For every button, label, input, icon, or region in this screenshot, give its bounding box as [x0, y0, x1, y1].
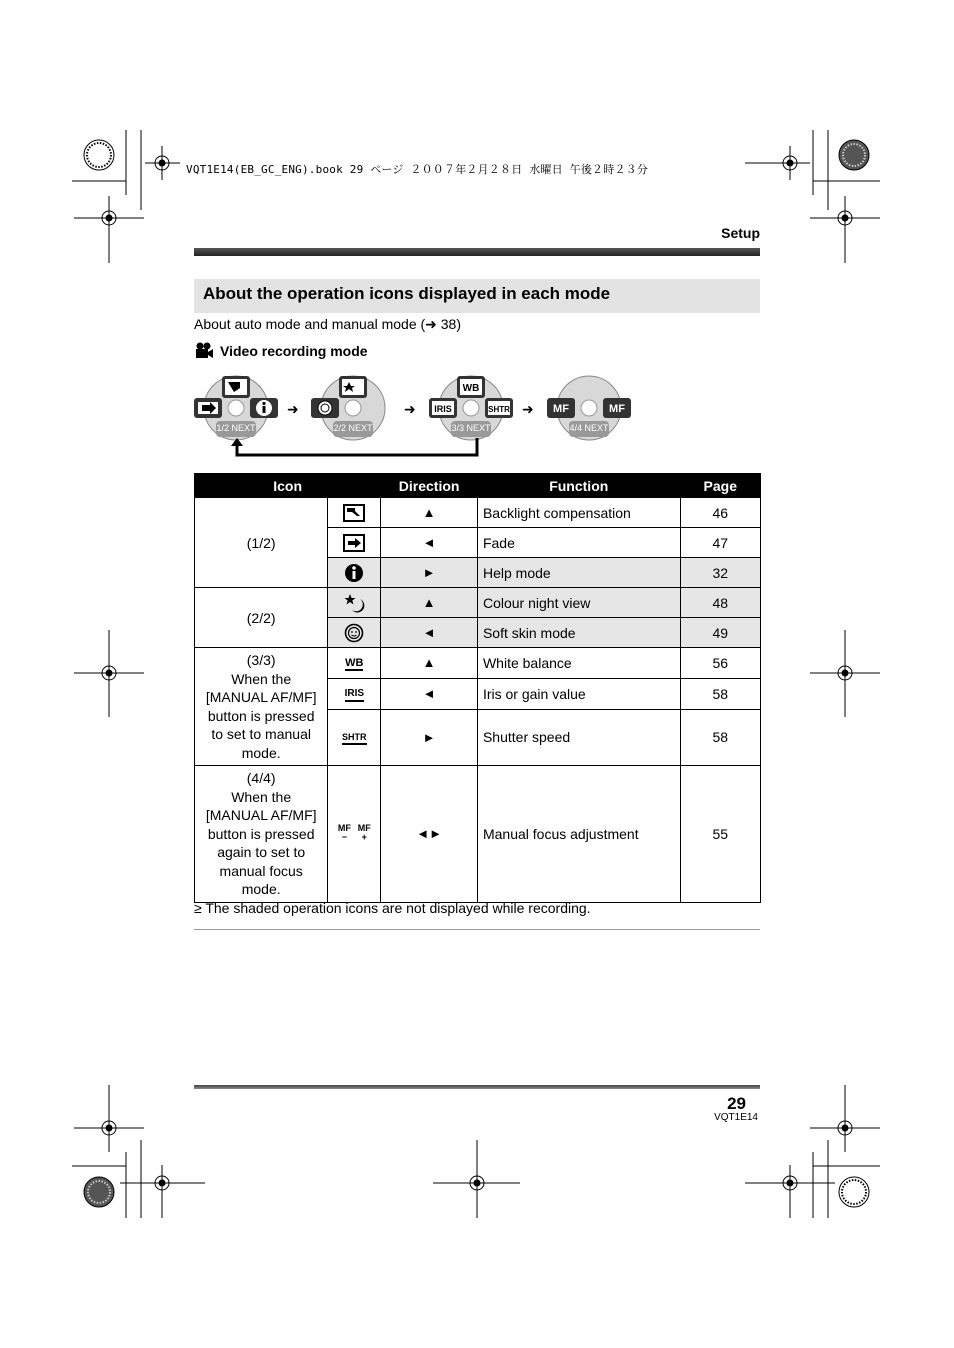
section-label: Setup: [721, 225, 760, 241]
group-3-line: [MANUAL AF/MF]: [205, 689, 317, 705]
icon-cell: [328, 709, 381, 765]
table-header-row: [195, 474, 761, 498]
svg-text:IRIS: IRIS: [434, 404, 452, 414]
direction: ◄►: [381, 766, 478, 903]
table-row: [195, 588, 761, 618]
backlight-icon: [342, 503, 366, 523]
group-3-line: to set to manual: [211, 726, 311, 742]
footnote: ≥ The shaded operation icons are not displayed while recording.: [194, 900, 591, 916]
video-camera-icon: [194, 342, 214, 360]
group-3-line: mode.: [241, 744, 281, 761]
svg-text:MF: MF: [553, 403, 569, 415]
return-arrow: [228, 438, 490, 460]
dial-2-label: 2/2 NEXT: [333, 423, 373, 433]
white-balance-icon: WB: [345, 657, 364, 670]
page: 49: [680, 618, 760, 648]
mode-heading: [194, 342, 368, 360]
footer-divider: [194, 1085, 760, 1089]
icon-cell: [328, 588, 381, 618]
page: 58: [680, 709, 760, 765]
help-icon: [342, 563, 366, 583]
dial-4-label: 4/4 NEXT: [569, 423, 609, 433]
group-3-line: button is pressed: [207, 707, 315, 724]
table-row: [195, 766, 761, 903]
svg-text:SHTR: SHTR: [488, 405, 510, 414]
group-4-line: manual focus: [219, 862, 303, 879]
function: Colour night view: [477, 588, 680, 618]
bottom-rule: [194, 929, 760, 930]
function: Fade: [477, 528, 680, 558]
mf-text: MF: [337, 823, 351, 834]
mf-text: MF: [357, 823, 371, 834]
section-title: About the operation icons displayed in each mode: [194, 279, 760, 313]
page: 55: [680, 766, 760, 903]
direction: ►: [381, 709, 478, 765]
direction: ◄: [381, 678, 478, 709]
direction: ◄: [381, 528, 478, 558]
group-4-line: again to set to: [217, 844, 306, 860]
group-3-line: When the: [231, 670, 292, 687]
page: 48: [680, 588, 760, 618]
page: 56: [680, 648, 760, 679]
svg-text:MF: MF: [609, 403, 625, 415]
group-3-line: (3/3): [246, 652, 276, 668]
dial-1-label: 1/2 NEXT: [216, 423, 256, 433]
function: Soft skin mode: [477, 618, 680, 648]
shutter-icon: SHTR: [342, 731, 367, 745]
page-code: VQT1E14: [714, 1112, 758, 1123]
group-4-label: [195, 766, 328, 903]
icon-cell: [328, 678, 381, 709]
intro-text: About auto mode and manual mode (➜ 38): [194, 316, 462, 332]
group-1-label: (1/2): [195, 498, 328, 588]
icon-cell: [328, 648, 381, 679]
mode-label: Video recording mode: [220, 343, 368, 359]
group-4-line: [MANUAL AF/MF]: [205, 807, 317, 823]
function: White balance: [477, 648, 680, 679]
page-number: 29: [727, 1094, 746, 1113]
function: Backlight compensation: [477, 498, 680, 528]
direction: ▲: [381, 648, 478, 679]
table-row: [195, 498, 761, 528]
arrow-right-icon: ➜: [287, 401, 299, 417]
header-icon: Icon: [195, 474, 381, 498]
page: 46: [680, 498, 760, 528]
icon-cell: [328, 498, 381, 528]
print-header: VQT1E14(EB_GC_ENG).book 29 ページ ２００７年２月２８日 水曜日 午後２時２３分: [186, 163, 649, 176]
iris-icon: IRIS: [345, 688, 364, 702]
svg-text:WB: WB: [462, 383, 480, 394]
manual-focus-minus-icon: MF −: [337, 823, 351, 843]
page: 47: [680, 528, 760, 558]
icon-cell: [328, 528, 381, 558]
header-function: Function: [477, 474, 680, 498]
icon-cell: [328, 766, 381, 903]
function: Help mode: [477, 558, 680, 588]
direction: ◄: [381, 618, 478, 648]
top-divider: [194, 248, 760, 256]
page: 58: [680, 678, 760, 709]
group-2-label: (2/2): [195, 588, 328, 648]
direction: ►: [381, 558, 478, 588]
group-4-line: (4/4): [246, 770, 276, 786]
soft-skin-icon: [342, 623, 366, 643]
group-4-line: button is pressed: [207, 825, 315, 842]
page: 32: [680, 558, 760, 588]
direction: ▲: [381, 588, 478, 618]
group-4-line: When the: [231, 788, 292, 805]
fade-icon: [342, 533, 366, 553]
operation-icons-table: [194, 473, 761, 903]
direction: ▲: [381, 498, 478, 528]
function: Iris or gain value: [477, 678, 680, 709]
icon-cell: [328, 558, 381, 588]
manual-focus-plus-icon: MF +: [357, 823, 371, 843]
arrow-right-icon: ➜: [522, 401, 534, 417]
header-page: Page: [680, 474, 760, 498]
dial-4: [547, 374, 631, 458]
colour-night-icon: [342, 593, 366, 613]
dial-3-label: 3/3 NEXT: [451, 423, 491, 433]
header-direction: Direction: [381, 474, 478, 498]
icon-cell: [328, 618, 381, 648]
function: Manual focus adjustment: [477, 766, 680, 903]
group-4-line: mode.: [241, 881, 281, 897]
table-row: [195, 648, 761, 679]
arrow-right-icon: ➜: [404, 401, 416, 417]
function: Shutter speed: [477, 709, 680, 765]
group-3-label: [195, 648, 328, 766]
